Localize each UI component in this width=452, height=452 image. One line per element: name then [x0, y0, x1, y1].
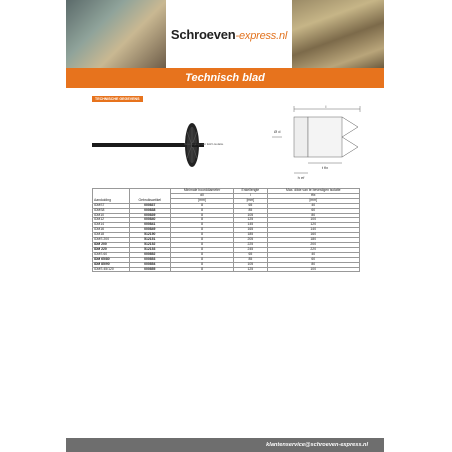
cell-name: IDMS 200 [93, 238, 130, 243]
cell-t: 160 [267, 233, 359, 238]
col-unit-tfix: [mm] [267, 198, 359, 203]
cell-l: 205 [234, 238, 267, 243]
cell-t: 60 [267, 208, 359, 213]
cell-t: 60 [267, 257, 359, 262]
cell-code: 512151 [129, 238, 170, 243]
cell-name: IDM 220 [93, 247, 130, 252]
cell-t: 100 [267, 267, 359, 272]
cell-code: 000855 [129, 267, 170, 272]
cell-t: 120 [267, 223, 359, 228]
cell-d: 8 [170, 223, 233, 228]
cell-d: 8 [170, 213, 233, 218]
dim-tfix-label: t fix [321, 165, 329, 170]
col-header-drill: Minimale boorddiameter [170, 189, 233, 194]
footer-email-link[interactable]: klantenservice@schroeven-express.nl [266, 442, 368, 448]
cell-t: 180 [267, 238, 359, 243]
brand-logo[interactable] [171, 27, 287, 42]
cell-code: 512152 [129, 242, 170, 247]
cell-d: 8 [170, 257, 233, 262]
cell-t: 40 [267, 203, 359, 208]
tools-photo [66, 0, 166, 68]
cell-code: 000854 [129, 262, 170, 267]
cell-name: IDM 65/80 [93, 257, 130, 262]
cell-l: 245 [234, 247, 267, 252]
cell-l: 65 [234, 203, 267, 208]
cell-d: 8 [170, 208, 233, 213]
cell-name: IDMS 60 [93, 252, 130, 257]
cell-l: 105 [234, 213, 267, 218]
cell-t: 80 [267, 262, 359, 267]
cell-code: 000837 [129, 203, 170, 208]
cell-d: 8 [170, 203, 233, 208]
cell-t: 140 [267, 228, 359, 233]
cell-name: IDM18 [93, 233, 130, 238]
cell-t: 40 [267, 252, 359, 257]
cell-code: 512153 [129, 247, 170, 252]
cell-name: IDM 85/90 [93, 262, 130, 267]
table-row [93, 267, 360, 272]
cell-code: 000839 [129, 213, 170, 218]
dim-hef-label: h ef [297, 175, 305, 180]
cell-d: 8 [170, 238, 233, 243]
header-banner [66, 0, 384, 68]
product-caption: Bevestiging voor EHV-isolatie [184, 142, 224, 146]
col-sym-tfix: tfix [267, 193, 359, 198]
cell-l: 85 [234, 208, 267, 213]
section-tag: TECHNISCHE GEGEVENS [92, 96, 143, 102]
dim-d-label: Ø d [274, 129, 281, 134]
cell-name: IDM10 [93, 213, 130, 218]
col-unit-l: [mm] [234, 198, 267, 203]
table-body [93, 203, 360, 272]
cell-l: 85 [234, 257, 267, 262]
col-header-designation: Aanduiding [93, 189, 130, 204]
cell-code: 000838 [129, 208, 170, 213]
cell-d: 8 [170, 228, 233, 233]
cell-name: IDMS 45/120 [93, 267, 130, 272]
cell-name: IDM16 [93, 228, 130, 233]
cell-l: 185 [234, 233, 267, 238]
cell-d: 8 [170, 267, 233, 272]
cell-code: 000852 [129, 252, 170, 257]
cell-d: 8 [170, 242, 233, 247]
specs-table [92, 188, 360, 272]
cell-d: 8 [170, 262, 233, 267]
screws-photo [292, 0, 384, 68]
cell-name: IDM 200 [93, 242, 130, 247]
cell-d: 8 [170, 247, 233, 252]
col-header-article: Gebruiksartikel [129, 189, 170, 204]
cell-l: 125 [234, 267, 267, 272]
cell-l: 65 [234, 252, 267, 257]
cell-code: 000853 [129, 257, 170, 262]
cell-t: 80 [267, 213, 359, 218]
cell-t: 200 [267, 242, 359, 247]
cell-l: 165 [234, 228, 267, 233]
cell-l: 105 [234, 262, 267, 267]
cell-d: 8 [170, 218, 233, 223]
dim-l-label: l [325, 104, 327, 109]
cell-d: 8 [170, 252, 233, 257]
cell-code: 000849 [129, 228, 170, 233]
cell-name: IDM14 [93, 223, 130, 228]
logo-accent-text: -express.nl [235, 29, 288, 42]
col-header-length: Enkellengte [234, 189, 267, 194]
logo-box [166, 0, 292, 68]
col-sym-l: l [234, 193, 267, 198]
datasheet-page [66, 0, 384, 452]
cell-d: 8 [170, 233, 233, 238]
cell-l: 125 [234, 218, 267, 223]
cell-l: 225 [234, 242, 267, 247]
cell-name: IDM12 [93, 218, 130, 223]
footer-bar [66, 438, 384, 452]
insulation-plug-image [92, 120, 262, 170]
col-unit-d0: [mm] [170, 198, 233, 203]
cell-code: 000841 [129, 223, 170, 228]
cell-name: IDMS7 [93, 203, 130, 208]
dimension-drawing [272, 103, 372, 183]
cell-t: 100 [267, 218, 359, 223]
title-bar [66, 68, 384, 88]
cell-t: 220 [267, 247, 359, 252]
cell-name: IDMS8 [93, 208, 130, 213]
cell-code: 000840 [129, 218, 170, 223]
page-title: Technisch blad [185, 72, 265, 84]
col-sym-d0: d0 [170, 193, 233, 198]
col-header-tfix: Max. dikte van te bevestigen isolatie [267, 189, 359, 194]
cell-l: 145 [234, 223, 267, 228]
cell-code: 512150 [129, 233, 170, 238]
logo-main-text: Schroeven [170, 26, 236, 42]
